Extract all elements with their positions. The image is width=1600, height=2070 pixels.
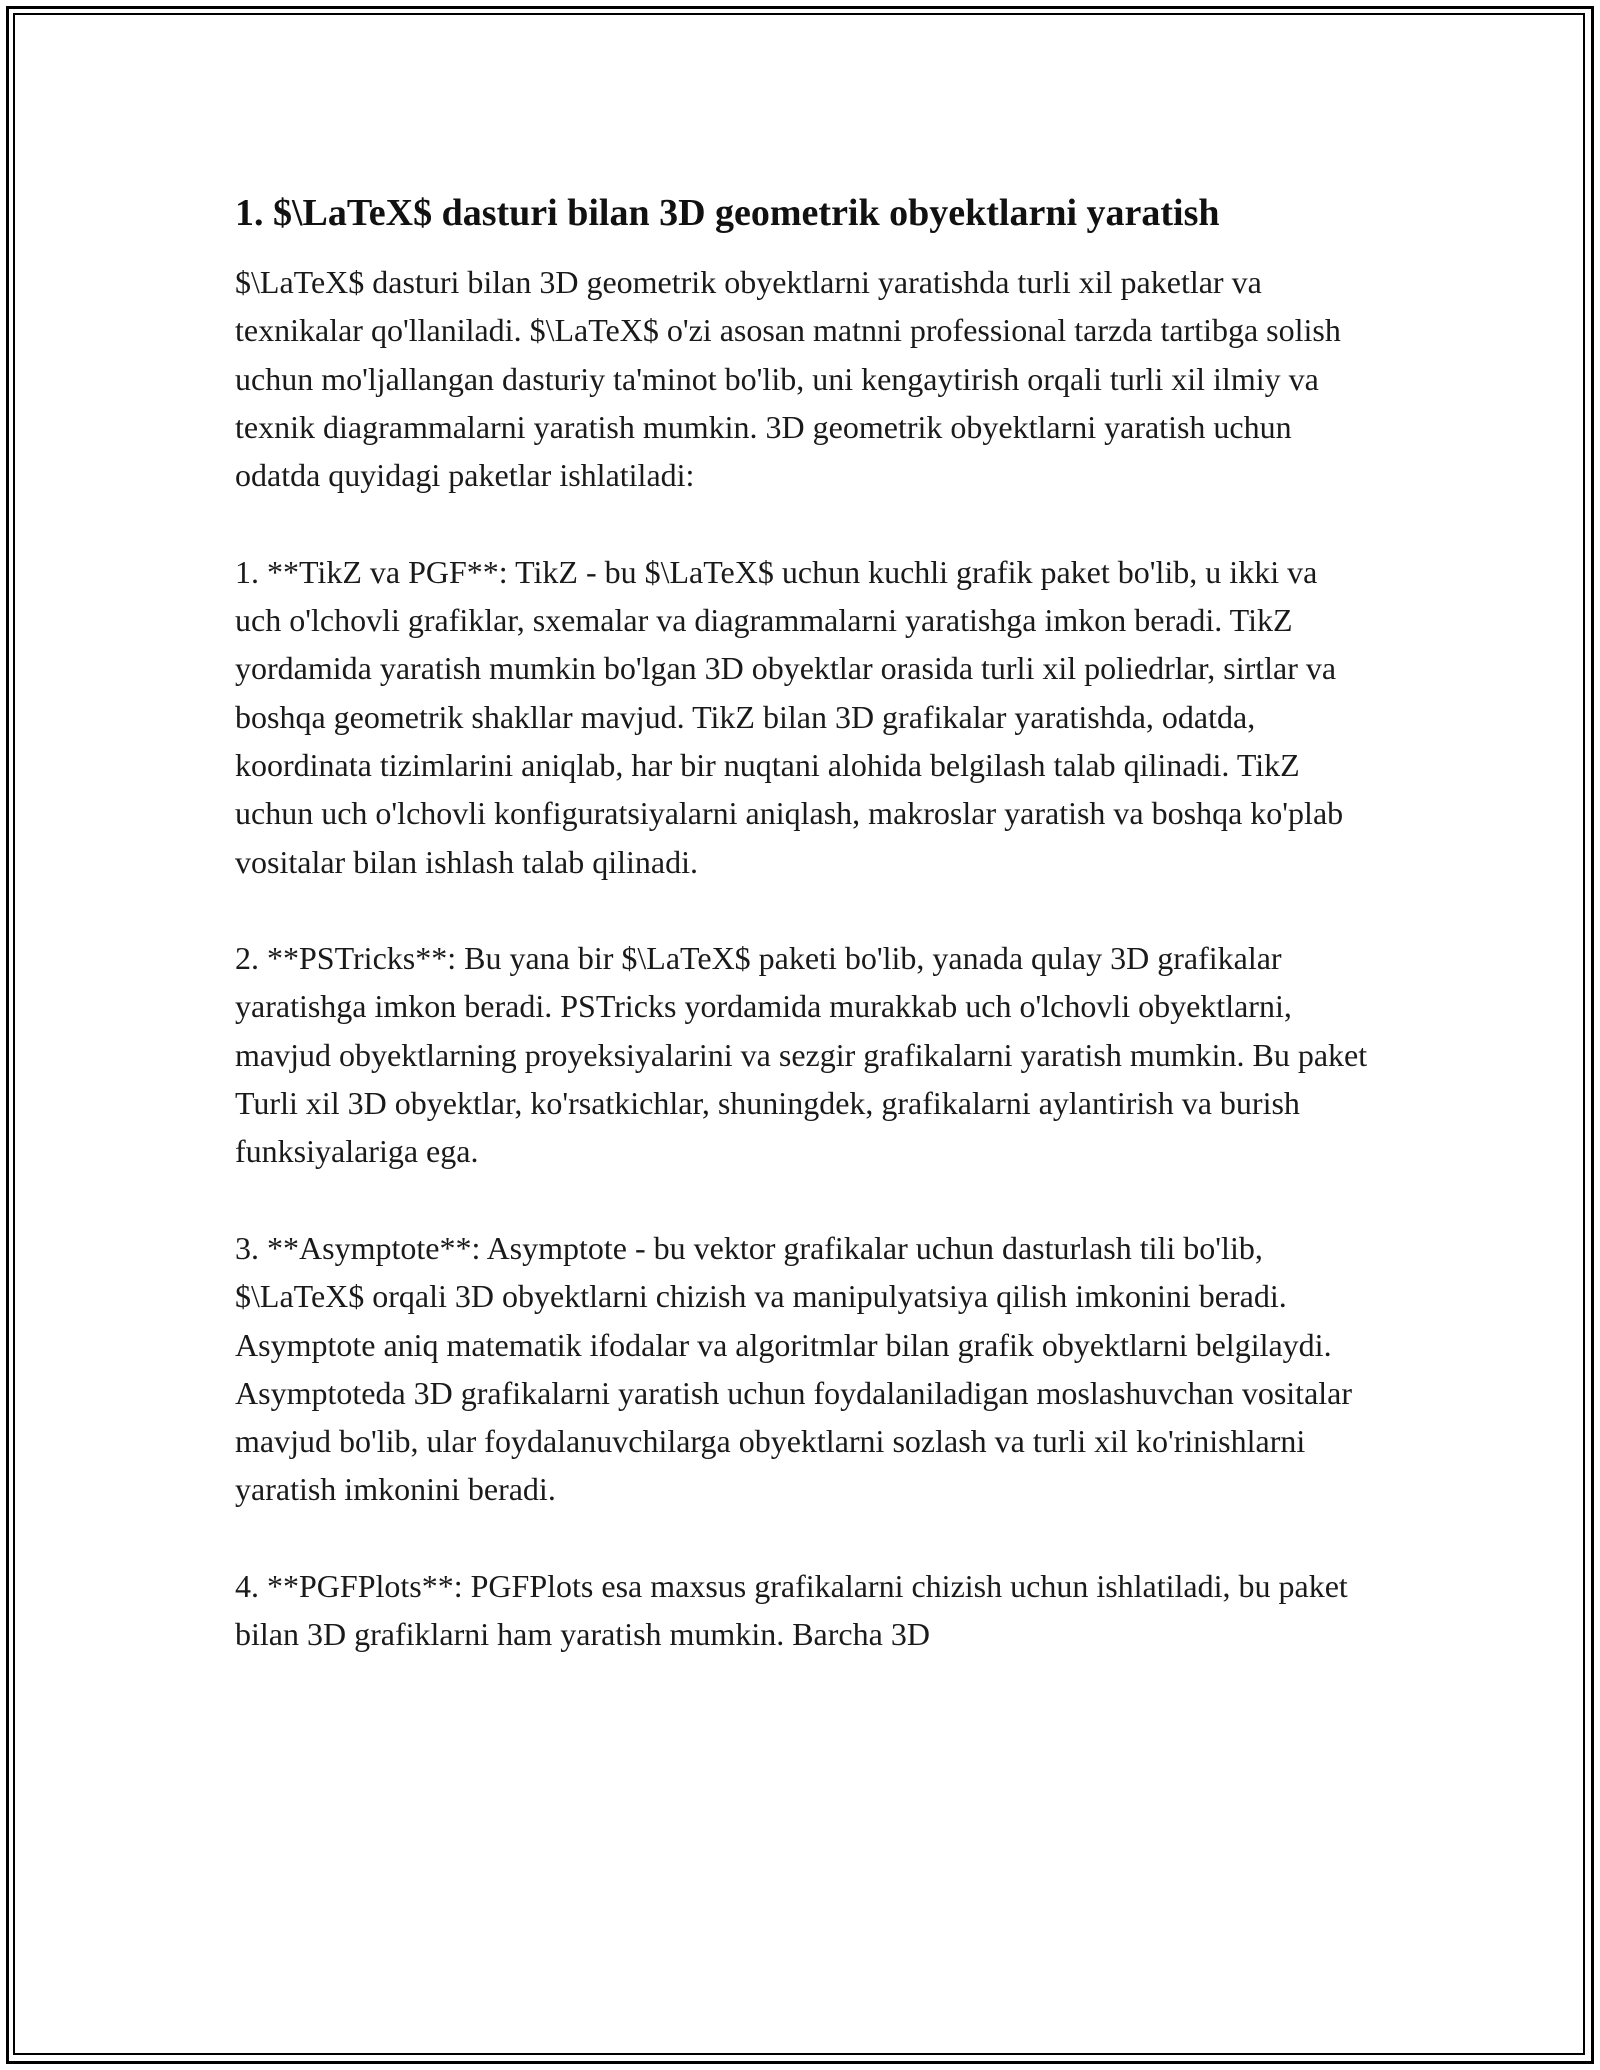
pgfplots-paragraph: 4. **PGFPlots**: PGFPlots esa maxsus grafikalarni chizish uchun ishlatiladi, bu paket bilan 3D grafiklarni ham yaratish mumkin. Barcha 3D (235, 1568, 1348, 1653)
section-heading: 1. $\LaTeX$ dasturi bilan 3D geometrik obyektlarni yaratish (235, 192, 1220, 234)
pstricks-paragraph: 2. **PSTricks**: Bu yana bir $\LaTeX$ paketi bo'lib, yanada qulay 3D grafikalar yaratishga imkon beradi. PSTricks yordamida murakkab uch o'lchovli obyektlarni, mavjud obyektlarning proyeksiyalarini va sezgir grafikalarni yaratish mumkin. Bu paket Turli xil 3D obyektlar, ko'rsatkichlar, shuningdek, grafikalarni aylantirish va burish funksiyalariga ega. (235, 940, 1368, 1170)
asymptote-paragraph: 3. **Asymptote**: Asymptote - bu vektor grafikalar uchun dasturlash tili bo'lib, $\LaTeX$ orqali 3D obyektlarni chizish va manipulyatsiya qilish imkonini beradi. Asymptote aniq matematik ifodalar va algoritmlar bilan grafik obyektlarni belgilaydi. Asymptoteda 3D grafikalarni yaratish uchun foydalaniladigan moslashuvchan vositalar mavjud bo'lib, ular foydalanuvchilarga obyektlarni sozlash va turli xil ko'rinishlarni yaratish imkonini beradi. (235, 1229, 1353, 1508)
document-page (235, 188, 1370, 1707)
intro-paragraph: $\LaTeX$ dasturi bilan 3D geometrik obyektlarni yaratishda turli xil paketlar va texnikalar qo'llaniladi. $\LaTeX$ o'zi asosan matnni professional tarzda tartibga solish uchun mo'ljallangan dasturiy ta'minot bo'lib, uni kengaytirish orqali turli xil ilmiy va texnik diagrammalarni yaratish mumkin. 3D geometrik obyektlarni yaratish uchun odatda quyidagi paketlar ishlatiladi: (235, 264, 1341, 494)
tikz-paragraph: 1. **TikZ va PGF**: TikZ - bu $\LaTeX$ uchun kuchli grafik paket bo'lib, u ikki va uch o'lchovli grafiklar, sxemalar va diagrammalarni yaratishga imkon beradi. TikZ yordamida yaratish mumkin bo'lgan 3D obyektlar orasida turli xil poliedrlar, sirtlar va boshqa geometrik shakllar mavjud. TikZ bilan 3D grafikalar yaratishda, odatda, koordinata tizimlarini aniqlab, har bir nuqtani alohida belgilash talab qilinadi. TikZ uchun uch o'lchovli konfiguratsiyalarni aniqlash, makroslar yaratish va boshqa ko'plab vositalar bilan ishlash talab qilinadi. (235, 553, 1344, 880)
